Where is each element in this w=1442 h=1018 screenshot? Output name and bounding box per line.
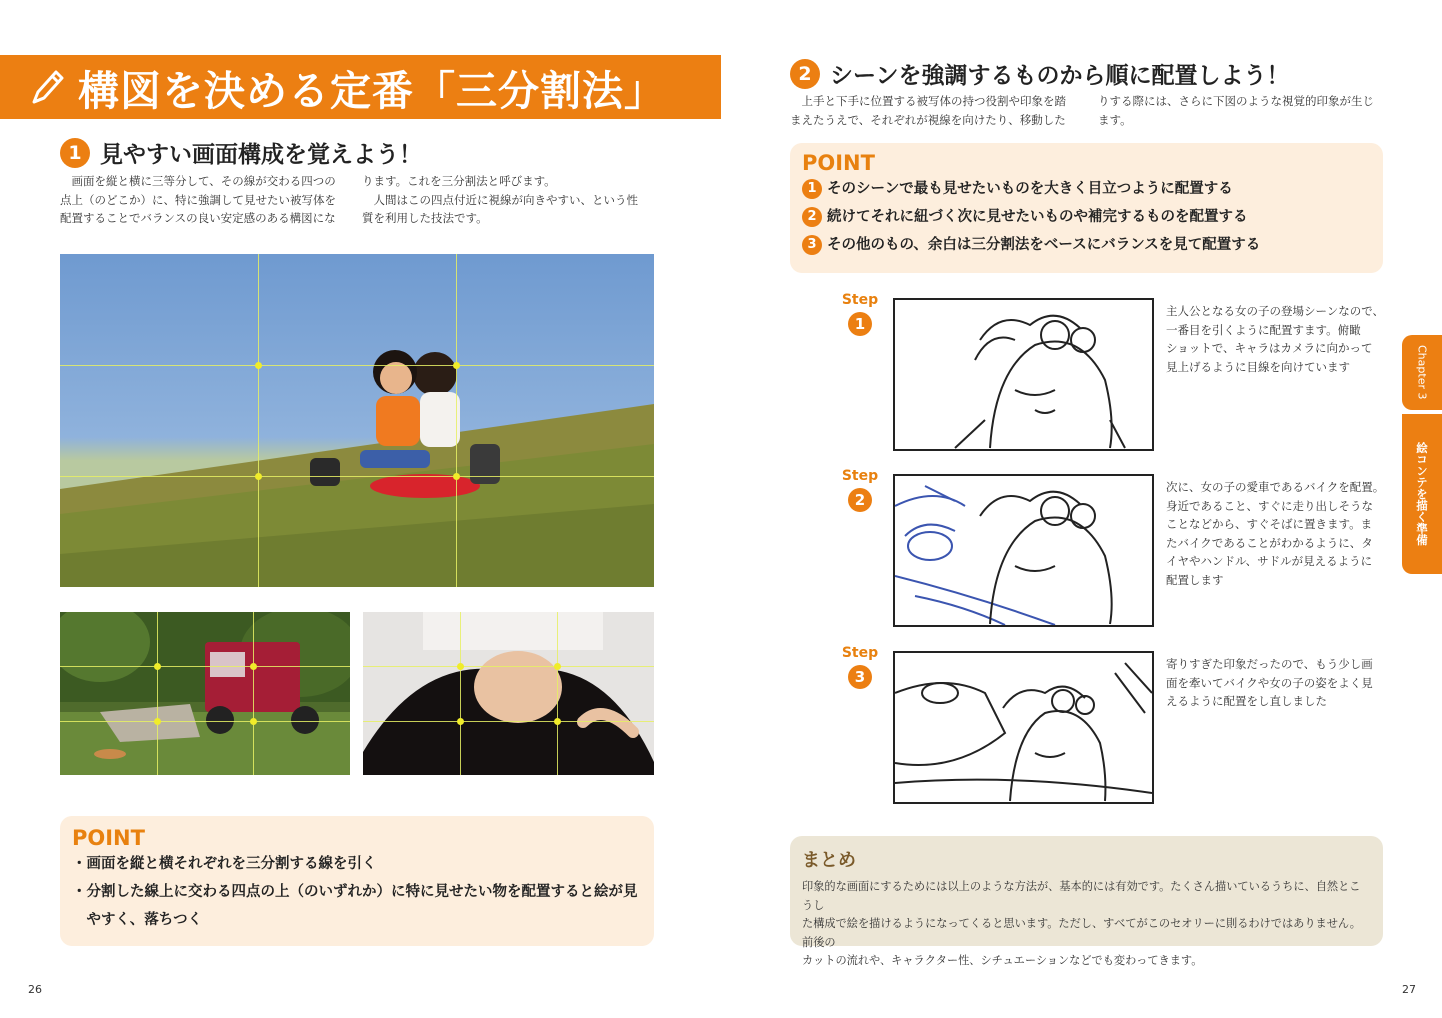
section1-text-col2 xyxy=(362,172,662,228)
text-line: 一番目を引くように配置すます。俯瞰 xyxy=(1166,322,1361,337)
step2-marker xyxy=(838,468,882,512)
sketch-girl xyxy=(895,300,1152,449)
step-number: 2 xyxy=(848,488,872,512)
point-text: そのシーンで最も見せたいものを大きく目立つように配置する xyxy=(827,181,1233,197)
text-line: 画面を縦と横に三等分して、その線が交わる四つの xyxy=(60,174,336,188)
text-line: 主人公となる女の子の登場シーンなので、 xyxy=(1166,304,1385,318)
point-box-right xyxy=(790,143,1383,273)
step-number: 1 xyxy=(848,312,872,336)
point-number: 2 xyxy=(802,207,822,227)
text-line: まえたうえで、それぞれが視線を向けたり、移動した xyxy=(790,112,1066,127)
step1-marker xyxy=(838,292,882,336)
point-item xyxy=(802,175,1371,203)
text-line: 配置することでバランスの良い安定感のある構図にな xyxy=(60,211,336,225)
photo-tricycle xyxy=(60,612,350,775)
page-number-right: 27 xyxy=(1402,983,1416,996)
point-item: ・画面を縦と横それぞれを三分割する線を引く xyxy=(72,856,377,872)
storyboard-panel-2 xyxy=(893,474,1154,627)
summary-title: まとめ xyxy=(802,850,856,871)
step-label: Step xyxy=(841,645,879,661)
point-title: POINT xyxy=(802,151,875,175)
step3-text xyxy=(1166,655,1386,711)
title-banner xyxy=(0,55,721,119)
section2-title: シーンを強調するものから順に配置しよう！ xyxy=(830,63,1290,89)
photo-illustration xyxy=(363,612,654,775)
text-line: 面を牽いてバイクや女の子の姿をよく見 xyxy=(1166,675,1373,690)
text-line: イヤやハンドル、サドルが見えるように xyxy=(1166,554,1373,569)
text-line: りする際には、さらに下図のような視覚的印象が生じ xyxy=(1098,94,1374,108)
pencil-icon xyxy=(28,66,66,108)
chapter-tab[interactable]: Chapter 3 xyxy=(1402,335,1442,410)
text-line: ショットで、キャラはカメラに向かって xyxy=(1166,341,1373,356)
section2-heading xyxy=(790,57,1290,90)
step-number: 3 xyxy=(848,665,872,689)
step2-text xyxy=(1166,478,1386,590)
section1-heading xyxy=(60,136,422,169)
section1-text-col1 xyxy=(60,172,360,228)
main-photo-sledding xyxy=(60,254,654,587)
step-label: Step xyxy=(841,292,879,308)
point-number: 3 xyxy=(802,235,822,255)
point-item: ・分割した線上に交わる四点の上（のいずれか）に特に見せたい物を配置すると絵が見 xyxy=(72,884,638,900)
text-line: 身近であること、すぐに走り出しそうな xyxy=(1166,498,1373,513)
sketch-girl-bike-wide xyxy=(895,653,1152,802)
section2-text-col1 xyxy=(790,92,1090,129)
step3-marker xyxy=(838,645,882,689)
text-line: 見上げるように目線を向けています xyxy=(1166,359,1350,374)
summary-box xyxy=(790,836,1383,967)
text-line: 配置します xyxy=(1166,572,1224,587)
text-line: 質を利用した技法です。 xyxy=(362,211,488,225)
photo-illustration xyxy=(60,254,654,587)
sketch-girl-bike xyxy=(895,476,1152,625)
photo-illustration xyxy=(60,612,350,775)
text-line: 寄りすぎた印象だったので、もう少し画 xyxy=(1166,657,1373,671)
point-item xyxy=(802,231,1371,259)
text-line: カットの流れや、キャラクター性、シチュエーションなどでも変わってきます。 xyxy=(802,954,1203,967)
text-line: 印象的な画面にするためには以上のような方法が、基本的には有効です。たくさん描いているうちに、自然とこうし xyxy=(802,880,1361,912)
step1-text xyxy=(1166,302,1386,376)
text-line: たバイクであることがわかるように、タ xyxy=(1166,535,1373,550)
summary-text xyxy=(802,878,1371,971)
step-label: Step xyxy=(841,468,879,484)
storyboard-panel-3 xyxy=(893,651,1154,804)
point-title: POINT xyxy=(72,826,145,850)
section1-title: 見やすい画面構成を覚えよう！ xyxy=(100,142,422,168)
text-line: 点上（のどこか）に、特に強調して見せたい被写体を xyxy=(60,192,336,207)
point-number: 1 xyxy=(802,179,822,199)
text-line: えるように配置をし直しました xyxy=(1166,694,1327,709)
section2-number: 2 xyxy=(790,59,820,89)
storyboard-panel-1 xyxy=(893,298,1154,451)
text-line: 上手と下手に位置する被写体の持つ役割や印象を踏 xyxy=(790,94,1066,108)
text-line: た構成で絵を描けるようになってくると思います。ただし、すべてがこのセオリーに則るわけではありません。前後の xyxy=(802,917,1361,949)
point-text: その他のもの、余白は三分割法をベースにバランスを見て配置する xyxy=(827,237,1261,253)
text-line: ことなどから、すぐそばに置きます。ま xyxy=(1166,517,1373,532)
page-number-left: 26 xyxy=(28,983,42,996)
point-item xyxy=(802,203,1371,231)
point-box-left xyxy=(60,816,654,946)
section2-text-col2 xyxy=(1098,92,1398,129)
page-title: 構図を決める定番「三分割法」 xyxy=(78,66,666,115)
section1-number: 1 xyxy=(60,138,90,168)
point-item: やすく、落ちつく xyxy=(72,912,203,928)
text-line: ます。 xyxy=(1098,112,1132,127)
chapter-title-tab[interactable]: 絵コンテを描く準備 xyxy=(1402,414,1442,574)
photo-girl-lying xyxy=(363,612,654,775)
point-text: 続けてそれに紐づく次に見せたいものや補完するものを配置する xyxy=(827,209,1248,225)
text-line: 人間はこの四点付近に視線が向きやすい、という性 xyxy=(362,192,638,207)
text-line: 次に、女の子の愛車であるバイクを配置。 xyxy=(1166,480,1385,494)
text-line: ります。これを三分割法と呼びます。 xyxy=(362,174,556,188)
